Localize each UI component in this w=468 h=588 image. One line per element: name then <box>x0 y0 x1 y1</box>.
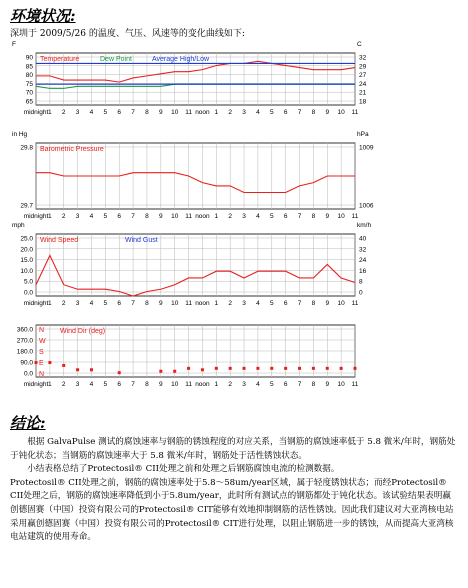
x-tick-label: 7 <box>131 381 135 388</box>
y-tick-label-left: 5.0 <box>23 278 33 286</box>
x-tick-label: 7 <box>131 300 135 307</box>
x-tick-label: 7 <box>297 381 302 388</box>
x-tick-label: 8 <box>311 109 316 116</box>
data-point <box>326 367 329 370</box>
y-tick-label-right: 16 <box>359 267 367 275</box>
x-tick-label: 7 <box>131 213 135 220</box>
x-tick-label: 3 <box>242 213 246 220</box>
x-tick-label: 8 <box>145 213 149 220</box>
x-tick-label: 9 <box>159 381 163 388</box>
data-point <box>270 367 273 370</box>
x-tick-label: 5 <box>103 300 108 307</box>
series-line-1 <box>36 61 355 82</box>
y-tick-label-left: 85 <box>25 63 33 71</box>
x-tick-label: 11 <box>185 381 192 388</box>
y-tick-label-left: 25.0 <box>20 235 33 243</box>
data-point <box>118 371 121 374</box>
x-tick-label: 5 <box>269 381 274 388</box>
x-tick-label: 2 <box>228 381 232 388</box>
x-tick-label: 5 <box>103 109 108 116</box>
y-tick-label-right: 32 <box>359 246 367 254</box>
x-tick-label: noon <box>195 381 210 388</box>
series-line-1 <box>36 173 355 193</box>
x-tick-label: midnight <box>23 381 49 388</box>
x-tick-label: 5 <box>103 381 108 388</box>
legend-entry: Temperature <box>40 56 80 63</box>
x-tick-label: 7 <box>297 109 302 116</box>
y-tick-label-left: 15.0 <box>20 257 33 265</box>
series-line-1 <box>36 255 355 296</box>
data-point <box>48 361 51 364</box>
x-tick-label: 9 <box>325 300 330 307</box>
y-tick-label-left: 0.0 <box>23 370 33 378</box>
x-tick-label: 2 <box>61 213 66 220</box>
y-tick-label-left: 90 <box>25 54 33 62</box>
x-tick-label: 6 <box>117 300 122 307</box>
x-tick-label: 10 <box>337 300 345 307</box>
series-line-2 <box>36 84 355 88</box>
x-tick-label: 1 <box>214 300 219 307</box>
legend-entry: Barometric Pressure <box>40 146 104 153</box>
y-tick-label-left: 270.0 <box>16 337 33 345</box>
x-tick-label: noon <box>195 109 210 116</box>
x-tick-label: 8 <box>145 109 149 116</box>
data-point <box>354 367 357 370</box>
x-tick-label: 10 <box>171 213 179 220</box>
y-tick-label-right: 18 <box>359 98 367 106</box>
data-point <box>159 370 162 373</box>
data-point <box>90 368 93 371</box>
x-tick-label: 10 <box>171 381 179 388</box>
legend-entry: Dew Point <box>100 56 132 63</box>
x-tick-label: 3 <box>75 213 80 220</box>
x-tick-label: 3 <box>242 381 246 388</box>
x-tick-label: noon <box>195 300 210 307</box>
unit-left: in Hg <box>12 131 28 138</box>
paragraph-2: 小结表格总结了Protectosil® CII处理之前和处理之后钢筋腐蚀电流的检测数据。 <box>27 464 340 475</box>
x-tick-label: 11 <box>185 300 192 307</box>
section-title-conclusion: 结论: <box>10 414 46 432</box>
y-tick-label-left: 75 <box>25 80 33 88</box>
unit-left: F <box>12 41 16 48</box>
paragraph-3: Protectosil® CII处理之前，钢筋的腐蚀速率处于5.8～58um/year区域，属于轻度锈蚀状态；而经Protectosil® CII处理之后，钢筋的腐蚀速率降低到小于5.8um/year，此时所有测试点的钢筋都处于钝化状态。该试验结果表明赢创德固赛（中国）投资有限公司的Protectosil® CIT能够有效地抑制钢筋的活性锈蚀。因此我们建议对大亚湾核电站采用赢创德固赛（中国）投资有限公司的Protectosil® CIT进行处理，以阻止钢筋进一步的锈蚀，从而提高大亚湾核电站建筑的使用寿命。 <box>10 477 454 543</box>
data-point <box>35 361 38 364</box>
x-tick-label: 6 <box>117 381 122 388</box>
x-tick-label: 2 <box>61 109 66 116</box>
y-tick-label-left: 10.0 <box>20 267 33 275</box>
x-tick-label: 1 <box>214 213 219 220</box>
unit-right: C <box>357 41 362 48</box>
y-tick-label-left: 80 <box>25 72 33 80</box>
x-tick-label: 2 <box>61 381 66 388</box>
y-tick-label-left: 20.0 <box>20 246 33 254</box>
x-tick-label: midnight <box>23 300 49 307</box>
x-tick-label: 4 <box>89 109 94 116</box>
x-tick-label: 1 <box>214 109 219 116</box>
unit-right: km/h <box>357 222 372 229</box>
x-tick-label: 5 <box>269 109 274 116</box>
y-tick-label-left: 29.7 <box>20 202 33 210</box>
paragraph-1: 根据 GalvaPulse 测试的腐蚀速率与钢筋的锈蚀程度的对应关系，当钢筋的腐蚀速率低于 5.8 微米/年时，钢筋处于钝化状态；当钢筋的腐蚀速率大于 5.8 微米/年时，钢筋处于活性锈蚀状态。 <box>10 437 456 461</box>
data-point <box>62 364 65 367</box>
x-tick-label: 9 <box>325 109 330 116</box>
x-tick-label: 11 <box>185 109 192 116</box>
data-point <box>340 367 343 370</box>
y-tick-label-right: 8 <box>359 278 363 286</box>
y-tick-label-left: 65 <box>25 98 33 106</box>
data-point <box>298 367 301 370</box>
x-tick-label: 4 <box>89 381 94 388</box>
data-point <box>284 367 287 370</box>
x-tick-label: 4 <box>256 213 260 220</box>
data-point <box>312 367 315 370</box>
data-point <box>256 367 259 370</box>
x-tick-label: 4 <box>89 300 94 307</box>
x-tick-label: 8 <box>311 300 316 307</box>
y-tick-label-left: 0.0 <box>23 289 33 297</box>
x-tick-label: 10 <box>171 109 179 116</box>
y-tick-label-right: 24 <box>359 257 367 265</box>
compass-label: N <box>39 327 45 334</box>
data-point <box>173 370 176 373</box>
conclusion-text <box>10 436 458 545</box>
x-tick-label: 1 <box>214 381 219 388</box>
x-tick-label: 5 <box>269 300 274 307</box>
x-tick-label: 8 <box>311 213 316 220</box>
unit-right: hPa <box>357 131 369 138</box>
unit-left: mph <box>12 222 25 229</box>
x-tick-label: 3 <box>242 300 246 307</box>
x-tick-label: 3 <box>242 109 246 116</box>
x-tick-label: noon <box>195 213 210 220</box>
x-tick-label: 4 <box>89 213 94 220</box>
x-tick-label: 11 <box>351 213 359 220</box>
legend-entry: Wind Gust <box>125 237 158 244</box>
x-tick-label: 7 <box>297 300 302 307</box>
data-point <box>201 368 204 371</box>
intro-text: 深圳于 2009/5/26 的温度、气压、风速等的变化曲线如下: <box>10 29 245 39</box>
y-tick-label-right: 40 <box>359 235 367 243</box>
x-tick-label: 2 <box>61 300 66 307</box>
x-tick-label: 10 <box>337 109 345 116</box>
weather-charts <box>0 38 468 428</box>
x-tick-label: 9 <box>159 300 163 307</box>
x-tick-label: 8 <box>311 381 316 388</box>
x-tick-label: 3 <box>75 381 80 388</box>
x-tick-label: 6 <box>283 213 288 220</box>
x-tick-label: 4 <box>256 109 260 116</box>
compass-label: N <box>39 371 45 378</box>
compass-label: E <box>39 360 44 367</box>
y-tick-label-right: 1006 <box>359 202 374 210</box>
x-tick-label: 9 <box>325 213 330 220</box>
x-tick-label: 10 <box>337 213 345 220</box>
compass-label: W <box>39 338 46 345</box>
x-tick-label: 10 <box>337 381 345 388</box>
x-tick-label: 4 <box>256 300 260 307</box>
y-tick-label-right: 32 <box>359 54 367 62</box>
plot-frame-3 <box>36 234 355 296</box>
x-tick-label: 3 <box>75 300 80 307</box>
legend-entry: Wind Speed <box>40 237 79 244</box>
section-title-environment: 环境状况: <box>10 7 76 25</box>
x-tick-label: 10 <box>171 300 179 307</box>
x-tick-label: 2 <box>228 300 232 307</box>
x-tick-label: 2 <box>228 213 232 220</box>
data-point <box>243 367 246 370</box>
x-tick-label: 6 <box>283 300 288 307</box>
y-tick-label-right: 21 <box>359 89 367 97</box>
x-tick-label: 11 <box>185 213 192 220</box>
x-tick-label: midnight <box>23 109 49 116</box>
y-tick-label-right: 27 <box>359 72 367 80</box>
x-tick-label: 11 <box>351 109 359 116</box>
y-tick-label-left: 360.0 <box>16 326 33 334</box>
x-tick-label: 11 <box>351 381 359 388</box>
x-tick-label: 9 <box>325 381 330 388</box>
compass-label: S <box>39 349 44 356</box>
x-tick-label: 1 <box>48 109 52 116</box>
x-tick-label: 6 <box>117 213 122 220</box>
x-tick-label: 4 <box>256 381 260 388</box>
legend-entry: Average High/Low <box>152 56 210 63</box>
y-tick-label-right: 24 <box>359 80 367 88</box>
x-tick-label: 7 <box>297 213 302 220</box>
x-tick-label: 1 <box>48 300 52 307</box>
x-tick-label: 5 <box>269 213 274 220</box>
x-tick-label: 1 <box>48 381 52 388</box>
x-tick-label: 5 <box>103 213 108 220</box>
y-tick-label-left: 90.0 <box>20 359 33 367</box>
y-tick-label-left: 70 <box>25 89 33 97</box>
x-tick-label: 8 <box>145 381 149 388</box>
data-point <box>229 367 232 370</box>
x-tick-label: 9 <box>159 213 163 220</box>
y-tick-label-right: 1009 <box>359 144 374 152</box>
x-tick-label: 6 <box>283 381 288 388</box>
data-point <box>187 367 190 370</box>
x-tick-label: 8 <box>145 300 149 307</box>
x-tick-label: 9 <box>159 109 163 116</box>
x-tick-label: 6 <box>117 109 122 116</box>
x-tick-label: 11 <box>351 300 359 307</box>
x-tick-label: 2 <box>228 109 232 116</box>
x-tick-label: 7 <box>131 109 135 116</box>
data-point <box>76 368 79 371</box>
x-tick-label: 3 <box>75 109 80 116</box>
y-tick-label-left: 180.0 <box>16 348 33 356</box>
x-tick-label: midnight <box>23 213 49 220</box>
x-tick-label: 6 <box>283 109 288 116</box>
data-point <box>215 367 218 370</box>
y-tick-label-left: 29.8 <box>20 144 33 152</box>
y-tick-label-right: 29 <box>359 63 367 71</box>
y-tick-label-right: 0 <box>359 289 363 297</box>
legend-entry: Wind Dir (deg) <box>60 328 106 335</box>
x-tick-label: 1 <box>48 213 52 220</box>
